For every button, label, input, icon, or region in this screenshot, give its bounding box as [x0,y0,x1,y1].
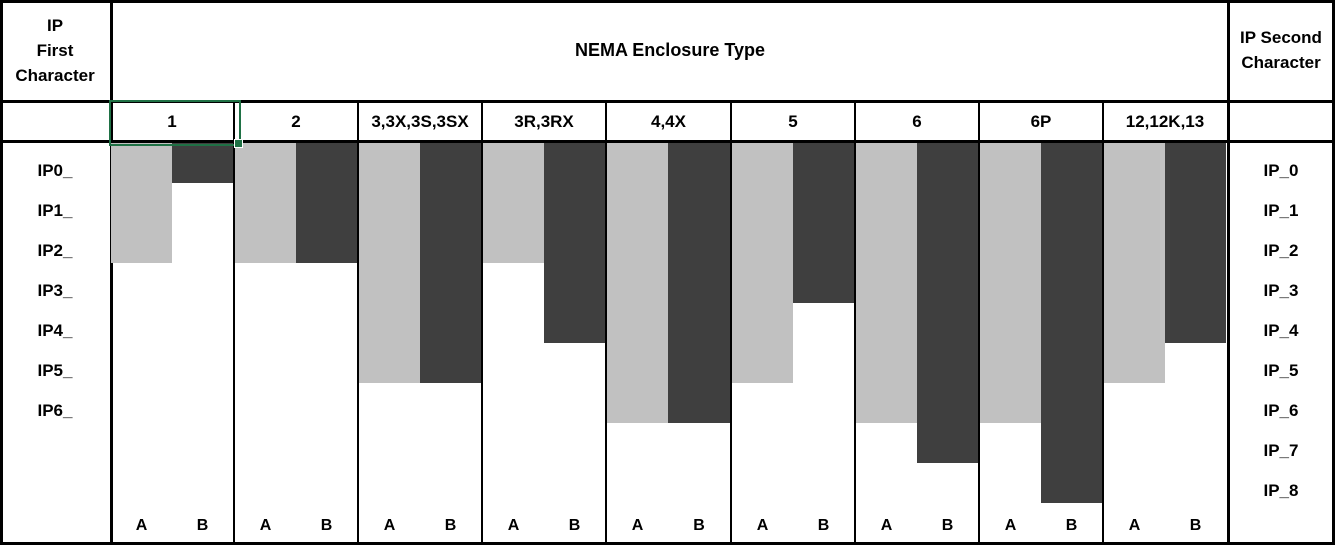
column-header-2[interactable]: 2 [291,111,301,131]
column-header-3r-3rx[interactable]: 3R,3RX [514,111,574,131]
bar-a-label-4-4x: A [631,517,644,534]
bar-b-label-6p: B [1065,517,1078,534]
bar-a-3-3x-3s-3sx [359,143,420,383]
bar-a-label-3-3x-3s-3sx: A [383,517,396,534]
bar-b-6p [1041,143,1102,503]
bar-b-3r-3rx [544,143,605,343]
bar-b-12-12k-13 [1165,143,1226,343]
bar-b-6 [917,143,978,463]
column-header-1[interactable]: 1 [167,111,177,131]
right-axis-label-ip-2: IP_2 [1263,241,1299,260]
bar-a-5 [732,143,793,383]
left-axis-title-line: First [36,40,74,60]
bar-b-4-4x [668,143,730,423]
left-axis-label-ip1-: IP1_ [37,201,73,220]
selected-cell-outline[interactable] [109,100,241,146]
bar-b-label-2: B [320,517,333,534]
bar-a-label-5: A [756,517,769,534]
bar-b-label-1: B [196,517,209,534]
bar-a-label-6: A [880,517,893,534]
left-axis-title-line: Character [15,65,95,85]
right-axis-label-ip-0: IP_0 [1263,161,1299,180]
bar-a-label-6p: A [1004,517,1017,534]
left-axis-label-ip3-: IP3_ [37,281,73,300]
column-header-12-12k-13[interactable]: 12,12K,13 [1125,111,1205,131]
bar-b-1 [172,143,233,183]
bar-b-label-3r-3rx: B [568,517,581,534]
right-axis-label-ip-3: IP_3 [1263,281,1299,300]
right-axis-label-ip-8: IP_8 [1263,481,1299,500]
bar-b-3-3x-3s-3sx [420,143,481,383]
right-axis-title-line: Character [1241,53,1321,72]
right-axis-label-ip-7: IP_7 [1263,441,1299,460]
bar-b-label-6: B [941,517,954,534]
right-axis-title-line: IP Second [1240,28,1322,47]
right-axis-label-ip-1: IP_1 [1263,201,1299,220]
left-axis-title [0,0,110,100]
bar-b-5 [793,143,854,303]
left-axis-label-ip2-: IP2_ [37,241,73,260]
bar-a-3r-3rx [483,143,544,263]
bar-a-label-2: A [259,517,272,534]
column-header-5[interactable]: 5 [788,111,798,131]
bar-a-6 [856,143,917,423]
bar-a-2 [235,143,296,263]
selection-fill-handle-icon[interactable] [234,139,243,148]
bar-b-2 [296,143,357,263]
bar-a-1 [111,143,172,263]
left-axis-label-ip5-: IP5_ [37,361,73,380]
column-header-6p[interactable]: 6P [1030,111,1052,131]
column-header-4-4x[interactable]: 4,4X [651,111,686,131]
column-header-6[interactable]: 6 [912,111,922,131]
right-axis-title [1230,0,1332,100]
bar-a-label-12-12k-13: A [1128,517,1141,534]
bar-a-4-4x [607,143,668,423]
bar-a-label-1: A [135,517,148,534]
bar-b-label-12-12k-13: B [1189,517,1202,534]
bar-a-12-12k-13 [1104,143,1165,383]
left-axis-title-line: IP [46,15,64,35]
right-axis-label-ip-4: IP_4 [1263,321,1299,340]
bar-a-6p [980,143,1041,423]
column-header-3-3x-3s-3sx[interactable]: 3,3X,3S,3SX [371,111,469,131]
right-axis-label-ip-5: IP_5 [1263,361,1299,380]
bar-a-label-3r-3rx: A [507,517,520,534]
left-axis-label-ip4-: IP4_ [37,321,73,340]
bar-b-label-4-4x: B [693,517,705,534]
left-axis-label-ip0-: IP0_ [37,161,73,180]
right-axis-label-ip-6: IP_6 [1263,401,1299,420]
bar-b-label-3-3x-3s-3sx: B [444,517,457,534]
chart-title: NEMA Enclosure Type [574,39,766,60]
bar-b-label-5: B [817,517,830,534]
left-axis-label-ip6-: IP6_ [37,401,73,420]
